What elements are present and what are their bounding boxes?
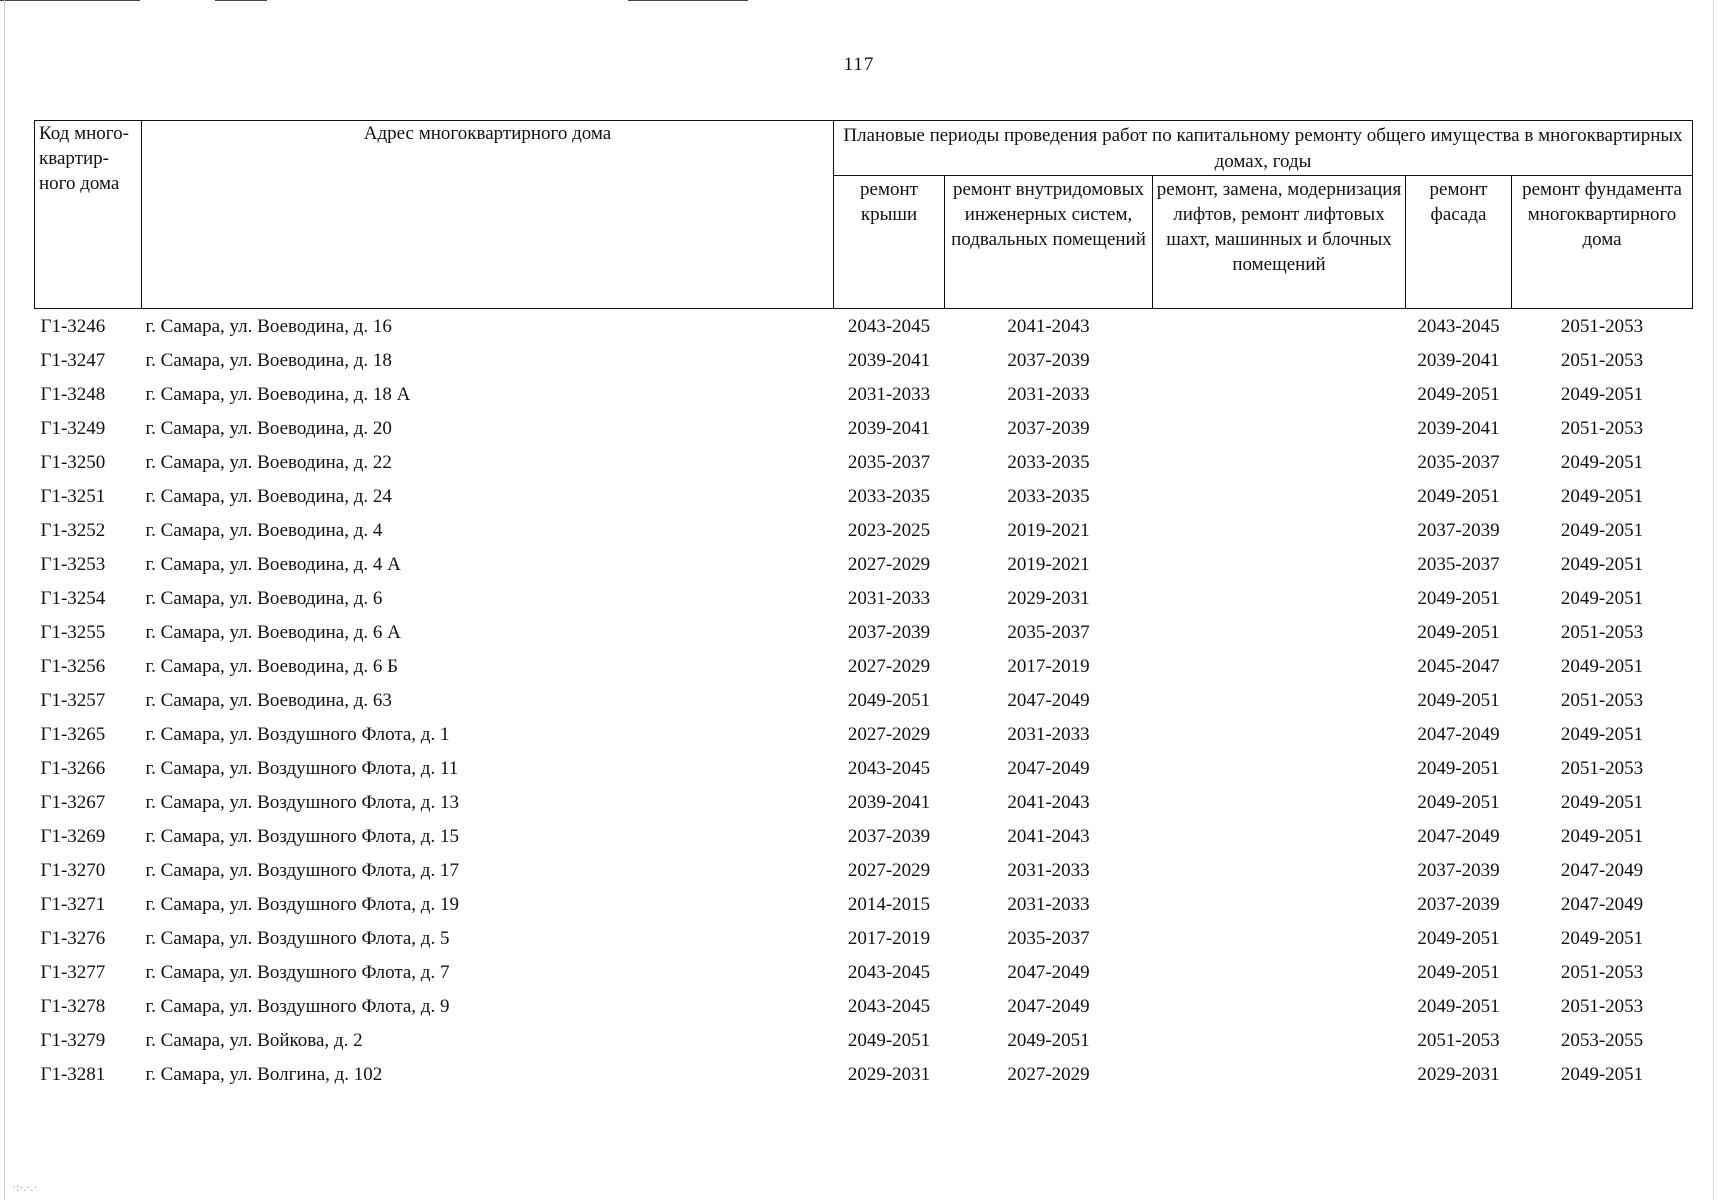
scan-smudge: ·:·.·.· [12,1180,38,1194]
table-row [35,309,1693,344]
row-address: г. Самара, ул. Воеводина, д. 6 Б [145,655,399,677]
row-code: Г1-3251 [40,485,106,507]
row-code: Г1-3246 [40,315,106,337]
row-roof-period: 2039-2041 [847,417,931,439]
header-planned-periods: Плановые периоды проведения работ по капитальному ремонту общего имущества в многоквартирных домах, годы [834,121,1693,176]
row-lifts-period [1153,1057,1406,1091]
row-engineering-period: 2027-2029 [1007,1063,1090,1085]
table-row [35,717,1693,751]
row-roof-period: 2027-2029 [847,723,931,745]
row-engineering-period: 2041-2043 [1007,825,1090,847]
row-lifts-period [1153,887,1406,921]
header-foundation: ремонт фундамента многоквартирного дома [1512,176,1693,309]
row-facade-period: 2051-2053 [1417,1029,1500,1051]
row-address: г. Самара, ул. Воздушного Флота, д. 13 [145,791,459,813]
table-row [35,1023,1693,1057]
scan-edge-left [4,0,5,1200]
row-roof-period: 2023-2025 [847,519,931,541]
row-roof-period: 2043-2045 [847,995,931,1017]
row-engineering-period: 2031-2033 [1007,383,1090,405]
row-facade-period: 2049-2051 [1417,587,1500,609]
row-facade-period: 2049-2051 [1417,485,1500,507]
row-code: Г1-3249 [40,417,106,439]
header-address: Адрес многоквартирного дома [142,121,834,309]
row-facade-period: 2049-2051 [1417,757,1500,779]
row-engineering-period: 2031-2033 [1007,723,1090,745]
table-row [35,819,1693,853]
row-code: Г1-3271 [40,893,106,915]
table-body [35,309,1693,1092]
row-lifts-period [1153,615,1406,649]
row-lifts-period [1153,751,1406,785]
row-address: г. Самара, ул. Воеводина, д. 4 А [145,553,401,575]
row-foundation-period: 2051-2053 [1560,995,1644,1017]
row-facade-period: 2049-2051 [1417,383,1500,405]
row-roof-period: 2039-2041 [847,349,931,371]
row-roof-period: 2027-2029 [847,553,931,575]
row-facade-period: 2035-2037 [1417,553,1500,575]
row-address: г. Самара, ул. Воздушного Флота, д. 1 [145,723,450,745]
row-address: г. Самара, ул. Волгина, д. 102 [145,1063,383,1085]
row-lifts-period [1153,1023,1406,1057]
row-facade-period: 2037-2039 [1417,859,1500,881]
row-code: Г1-3256 [40,655,106,677]
row-foundation-period: 2051-2053 [1560,417,1644,439]
row-facade-period: 2049-2051 [1417,961,1500,983]
table-row [35,683,1693,717]
row-roof-period: 2037-2039 [847,621,931,643]
row-foundation-period: 2051-2053 [1560,315,1644,337]
row-foundation-period: 2049-2051 [1560,587,1644,609]
table-row [35,445,1693,479]
table-row [35,547,1693,581]
row-roof-period: 2049-2051 [847,1029,931,1051]
row-lifts-period [1153,819,1406,853]
row-facade-period: 2039-2041 [1417,349,1500,371]
row-engineering-period: 2047-2049 [1007,689,1090,711]
row-lifts-period [1153,649,1406,683]
row-roof-period: 2043-2045 [847,961,931,983]
row-roof-period: 2014-2015 [847,893,931,915]
row-foundation-period: 2051-2053 [1560,621,1644,643]
row-lifts-period [1153,683,1406,717]
row-code: Г1-3276 [40,927,106,949]
row-engineering-period: 2049-2051 [1007,1029,1090,1051]
row-engineering-period: 2035-2037 [1007,927,1090,949]
row-lifts-period [1153,343,1406,377]
row-address: г. Самара, ул. Воздушного Флота, д. 11 [145,757,459,779]
table-row [35,343,1693,377]
table-header [35,121,1693,309]
row-facade-period: 2035-2037 [1417,451,1500,473]
row-code: Г1-3247 [40,349,106,371]
row-engineering-period: 2037-2039 [1007,349,1090,371]
row-roof-period: 2043-2045 [847,757,931,779]
row-lifts-period [1153,989,1406,1023]
row-code: Г1-3248 [40,383,106,405]
row-foundation-period: 2053-2055 [1560,1029,1644,1051]
row-roof-period: 2039-2041 [847,791,931,813]
row-code: Г1-3269 [40,825,106,847]
row-code: Г1-3250 [40,451,106,473]
row-engineering-period: 2029-2031 [1007,587,1090,609]
row-engineering-period: 2041-2043 [1007,315,1090,337]
capital-repair-schedule-table [34,120,1693,1091]
row-lifts-period [1153,547,1406,581]
table-row [35,887,1693,921]
header-lifts: ремонт, замена, модернизация лифтов, ремонт лифтовых шахт, машинных и блочных помещений [1153,176,1406,309]
row-facade-period: 2045-2047 [1417,655,1500,677]
row-address: г. Самара, ул. Воеводина, д. 63 [145,689,392,711]
row-code: Г1-3270 [40,859,106,881]
row-code: Г1-3266 [40,757,106,779]
row-address: г. Самара, ул. Воздушного Флота, д. 9 [145,995,450,1017]
table-row [35,649,1693,683]
row-facade-period: 2029-2031 [1417,1063,1500,1085]
row-engineering-period: 2033-2035 [1007,485,1090,507]
row-lifts-period [1153,785,1406,819]
row-foundation-period: 2047-2049 [1560,859,1644,881]
page-number: 117 [843,54,875,75]
row-engineering-period: 2031-2033 [1007,859,1090,881]
row-code: Г1-3281 [40,1063,106,1085]
row-engineering-period: 2037-2039 [1007,417,1090,439]
row-address: г. Самара, ул. Войкова, д. 2 [145,1029,363,1051]
row-foundation-period: 2049-2051 [1560,553,1644,575]
row-foundation-period: 2049-2051 [1560,655,1644,677]
row-code: Г1-3265 [40,723,106,745]
row-roof-period: 2033-2035 [847,485,931,507]
row-lifts-period [1153,411,1406,445]
row-lifts-period [1153,853,1406,887]
table-row [35,479,1693,513]
row-facade-period: 2039-2041 [1417,417,1500,439]
row-facade-period: 2049-2051 [1417,927,1500,949]
row-foundation-period: 2051-2053 [1560,757,1644,779]
row-engineering-period: 2035-2037 [1007,621,1090,643]
row-foundation-period: 2049-2051 [1560,927,1644,949]
row-lifts-period [1153,309,1406,344]
row-facade-period: 2047-2049 [1417,723,1500,745]
row-address: г. Самара, ул. Воздушного Флота, д. 5 [145,927,450,949]
row-roof-period: 2037-2039 [847,825,931,847]
row-engineering-period: 2017-2019 [1007,655,1090,677]
table-row [35,1057,1693,1091]
table-row [35,955,1693,989]
row-roof-period: 2035-2037 [847,451,931,473]
row-lifts-period [1153,445,1406,479]
row-facade-period: 2043-2045 [1417,315,1500,337]
row-facade-period: 2049-2051 [1417,621,1500,643]
row-foundation-period: 2051-2053 [1560,689,1644,711]
row-lifts-period [1153,717,1406,751]
row-engineering-period: 2019-2021 [1007,519,1090,541]
row-roof-period: 2027-2029 [847,859,931,881]
row-address: г. Самара, ул. Воеводина, д. 24 [145,485,392,507]
row-lifts-period [1153,479,1406,513]
row-engineering-period: 2031-2033 [1007,893,1090,915]
scan-artifact-top-left [0,0,140,1]
row-lifts-period [1153,377,1406,411]
row-facade-period: 2037-2039 [1417,893,1500,915]
row-foundation-period: 2049-2051 [1560,519,1644,541]
row-facade-period: 2049-2051 [1417,689,1500,711]
row-lifts-period [1153,955,1406,989]
table-row [35,989,1693,1023]
row-code: Г1-3277 [40,961,106,983]
row-lifts-period [1153,921,1406,955]
row-code: Г1-3255 [40,621,106,643]
row-roof-period: 2031-2033 [847,587,931,609]
row-code: Г1-3257 [40,689,106,711]
row-address: г. Самара, ул. Воздушного Флота, д. 19 [145,893,459,915]
row-code: Г1-3279 [40,1029,106,1051]
row-address: г. Самара, ул. Воеводина, д. 4 [145,519,383,541]
table-row [35,377,1693,411]
row-facade-period: 2049-2051 [1417,995,1500,1017]
scan-artifact-top-mid [215,0,267,1]
row-engineering-period: 2041-2043 [1007,791,1090,813]
header-facade: ремонт фасада [1406,176,1512,309]
row-facade-period: 2049-2051 [1417,791,1500,813]
table-row [35,751,1693,785]
row-roof-period: 2027-2029 [847,655,931,677]
row-roof-period: 2043-2045 [847,315,931,337]
row-address: г. Самара, ул. Воздушного Флота, д. 17 [145,859,459,881]
row-roof-period: 2029-2031 [847,1063,931,1085]
row-address: г. Самара, ул. Воздушного Флота, д. 7 [145,961,450,983]
table-row [35,411,1693,445]
row-facade-period: 2037-2039 [1417,519,1500,541]
row-code: Г1-3267 [40,791,106,813]
row-code: Г1-3278 [40,995,106,1017]
header-roof: ремонт крыши [834,176,945,309]
table-row [35,853,1693,887]
table-row [35,513,1693,547]
row-foundation-period: 2049-2051 [1560,451,1644,473]
row-address: г. Самара, ул. Воздушного Флота, д. 15 [145,825,459,847]
row-engineering-period: 2019-2021 [1007,553,1090,575]
row-code: Г1-3254 [40,587,106,609]
row-address: г. Самара, ул. Воеводина, д. 6 [145,587,383,609]
row-foundation-period: 2049-2051 [1560,383,1644,405]
row-foundation-period: 2051-2053 [1560,961,1644,983]
row-code: Г1-3252 [40,519,106,541]
table-row [35,615,1693,649]
row-code: Г1-3253 [40,553,106,575]
row-foundation-period: 2049-2051 [1560,1063,1644,1085]
row-address: г. Самара, ул. Воеводина, д. 18 А [145,383,411,405]
table-row [35,785,1693,819]
row-facade-period: 2047-2049 [1417,825,1500,847]
row-lifts-period [1153,581,1406,615]
row-roof-period: 2017-2019 [847,927,931,949]
row-roof-period: 2031-2033 [847,383,931,405]
row-address: г. Самара, ул. Воеводина, д. 18 [145,349,392,371]
row-engineering-period: 2033-2035 [1007,451,1090,473]
row-engineering-period: 2047-2049 [1007,961,1090,983]
row-foundation-period: 2049-2051 [1560,791,1644,813]
row-address: г. Самара, ул. Воеводина, д. 22 [145,451,392,473]
row-address: г. Самара, ул. Воеводина, д. 16 [145,315,392,337]
table-row [35,581,1693,615]
row-foundation-period: 2047-2049 [1560,893,1644,915]
header-code: Код много-квартир-ного дома [35,121,142,309]
row-foundation-period: 2049-2051 [1560,485,1644,507]
table-row [35,921,1693,955]
row-address: г. Самара, ул. Воеводина, д. 20 [145,417,392,439]
scan-artifact-top-right [628,0,748,1]
row-address: г. Самара, ул. Воеводина, д. 6 А [145,621,401,643]
scan-edge-right [1713,0,1714,1200]
row-foundation-period: 2049-2051 [1560,723,1644,745]
row-roof-period: 2049-2051 [847,689,931,711]
row-engineering-period: 2047-2049 [1007,757,1090,779]
row-engineering-period: 2047-2049 [1007,995,1090,1017]
row-lifts-period [1153,513,1406,547]
row-foundation-period: 2051-2053 [1560,349,1644,371]
header-engineering: ремонт внутридомовых инженерных систем, подвальных помещений [945,176,1153,309]
row-foundation-period: 2049-2051 [1560,825,1644,847]
